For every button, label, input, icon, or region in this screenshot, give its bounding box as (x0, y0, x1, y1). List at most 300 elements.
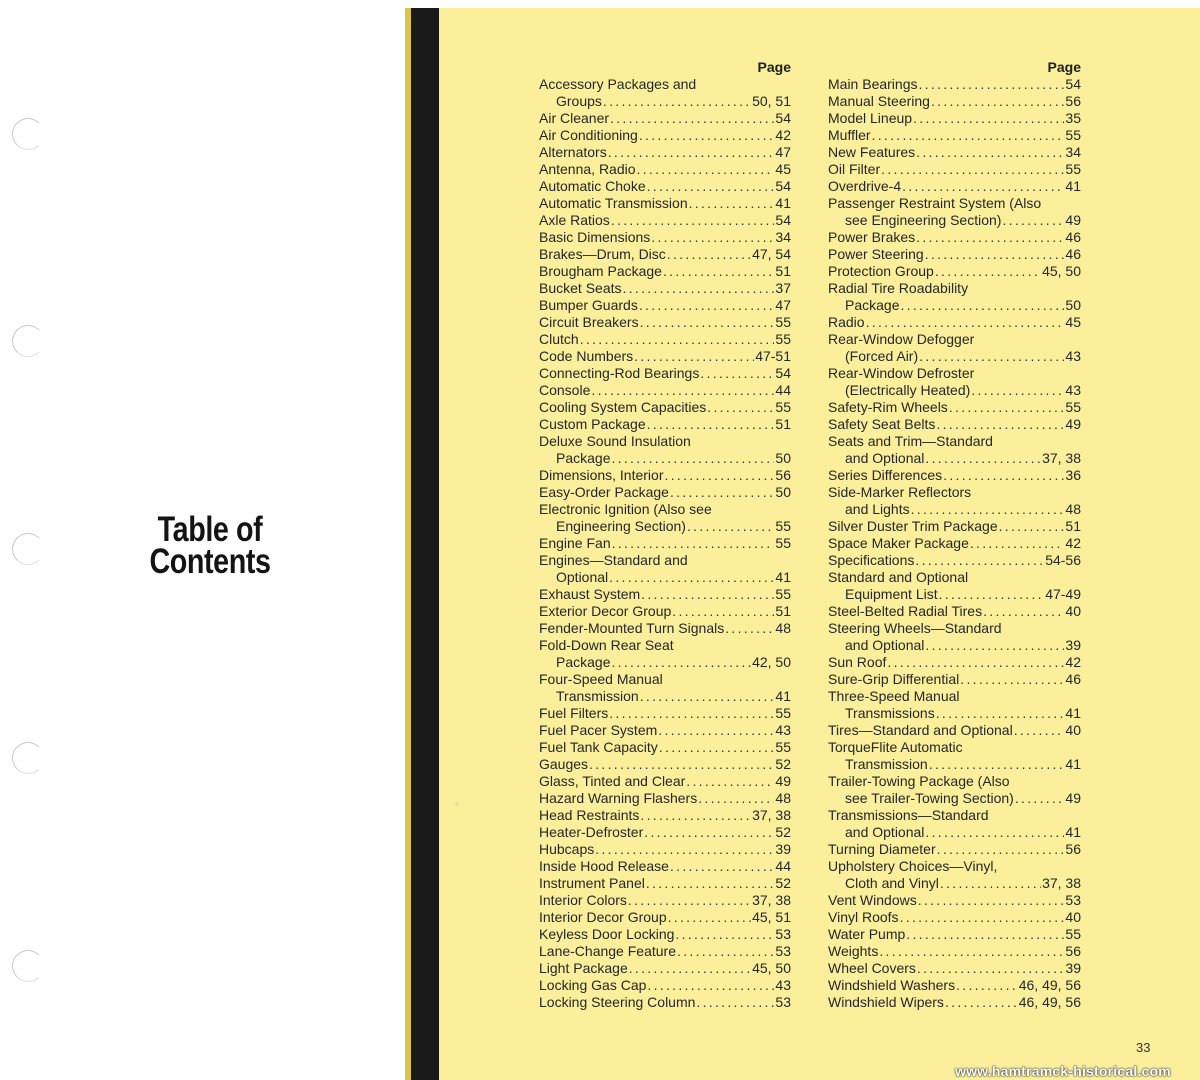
dot-leader (628, 892, 751, 909)
section-title-line: Contents (149, 542, 271, 581)
index-entry (828, 620, 1081, 654)
entry-topic: Sun Roof (828, 654, 887, 670)
entry-topic: Accessory Packages and (539, 76, 697, 92)
index-entry (828, 688, 1081, 722)
entry-topic: Groups (556, 93, 602, 109)
entry-topic: Power Brakes (828, 229, 916, 245)
entry-topic: Transmissions (845, 705, 935, 721)
index-entry-line (539, 790, 791, 807)
entry-topic: Basic Dimensions (539, 229, 651, 245)
entry-topic: Brougham Package (539, 263, 662, 279)
dot-leader (943, 467, 1064, 484)
index-entry (539, 739, 791, 756)
entry-page-ref: 55 (775, 518, 791, 534)
dot-leader (670, 858, 774, 875)
entry-topic: Automatic Transmission (539, 195, 688, 211)
entry-topic: Transmission (556, 688, 639, 704)
column-header: Page (757, 59, 791, 75)
entry-page-ref: 49 (1065, 416, 1081, 432)
index-entry-line (828, 195, 1081, 212)
index-entry-line (539, 535, 791, 552)
entry-page-ref: 34 (1065, 144, 1081, 160)
index-entry-line (539, 467, 791, 484)
index-entry (539, 722, 791, 739)
index-entry (539, 824, 791, 841)
entry-topic: Heater-Defroster (539, 824, 644, 840)
index-entry (539, 858, 791, 875)
entry-page-ref: 50 (775, 450, 791, 466)
entry-topic: Dimensions, Interior (539, 467, 664, 483)
entry-topic: Fender-Mounted Turn Signals (539, 620, 725, 636)
binder-hole (12, 742, 44, 774)
entry-topic: Sure-Grip Differential (828, 671, 960, 687)
index-entry (539, 127, 791, 144)
entry-page-ref: 56 (775, 467, 791, 483)
entry-topic: Brakes—Drum, Disc (539, 246, 666, 262)
index-entry-line (539, 348, 791, 365)
entry-page-ref: 42 (1065, 654, 1081, 670)
entry-page-ref: 45, 51 (752, 909, 791, 925)
index-entry (539, 603, 791, 620)
entry-page-ref: 52 (775, 756, 791, 772)
dot-leader (925, 450, 1041, 467)
index-entry-line (539, 858, 791, 875)
entry-topic: Lane-Change Feature (539, 943, 676, 959)
entry-topic: and Optional (845, 450, 925, 466)
index-entry-line (828, 841, 1081, 858)
index-entry (539, 926, 791, 943)
index-entry-line (828, 722, 1081, 739)
entry-topic: (Forced Air) (845, 348, 919, 364)
entry-page-ref: 41 (1065, 178, 1081, 194)
index-entry-line (539, 518, 791, 535)
dot-leader (659, 739, 775, 756)
index-entry-line (828, 756, 1081, 773)
index-entry-line (828, 603, 1081, 620)
dot-leader (610, 110, 774, 127)
index-entry-line (828, 450, 1081, 467)
entry-topic: Fuel Filters (539, 705, 609, 721)
entry-topic: Fuel Tank Capacity (539, 739, 658, 755)
entry-page-ref: 34 (775, 229, 791, 245)
dot-leader (970, 535, 1065, 552)
entry-topic: Axle Ratios (539, 212, 610, 228)
index-entry-line (828, 484, 1081, 501)
dot-leader (931, 93, 1064, 110)
index-entry (828, 977, 1081, 994)
entry-page-ref: 49 (1065, 212, 1081, 228)
entry-topic: Automatic Choke (539, 178, 646, 194)
entry-topic: Console (539, 382, 591, 398)
dot-leader (689, 195, 775, 212)
entry-page-ref: 55 (1065, 926, 1081, 942)
entry-page-ref: 35 (1065, 110, 1081, 126)
dot-leader (939, 586, 1045, 603)
entry-page-ref: 41 (1065, 756, 1081, 772)
index-entry (539, 144, 791, 161)
dot-leader (640, 314, 775, 331)
dot-leader (589, 756, 774, 773)
index-entry (539, 297, 791, 314)
index-entry-line (828, 518, 1081, 535)
index-entry (828, 263, 1081, 280)
index-entry-line (539, 773, 791, 790)
paper-speck (455, 802, 459, 806)
index-entry-line (539, 688, 791, 705)
entry-page-ref: 37, 38 (1042, 875, 1081, 891)
index-entry (828, 93, 1081, 110)
entry-topic: Package (556, 654, 611, 670)
entry-topic: Glass, Tinted and Clear (539, 773, 686, 789)
dot-leader (935, 263, 1041, 280)
index-entry (539, 841, 791, 858)
dot-leader (672, 603, 774, 620)
entry-topic: Code Numbers (539, 348, 634, 364)
index-entry-line (828, 586, 1081, 603)
index-entry-line (539, 892, 791, 909)
entry-topic: Engineering Section) (556, 518, 686, 534)
dot-leader (999, 518, 1065, 535)
index-entry (828, 280, 1081, 314)
index-entry (539, 807, 791, 824)
entry-page-ref: 55 (775, 399, 791, 415)
index-column-right (828, 58, 1081, 1011)
dot-leader (639, 127, 775, 144)
index-entry-line (828, 943, 1081, 960)
entry-topic: Series Differences (828, 467, 943, 483)
index-entry-line (539, 586, 791, 603)
dot-leader (937, 841, 1065, 858)
index-entry-line (539, 331, 791, 348)
dot-leader (1014, 722, 1065, 739)
index-entry-line (539, 620, 791, 637)
index-entry-line (828, 637, 1081, 654)
entry-topic: Transmissions—Standard (828, 807, 989, 823)
entry-page-ref: 51 (775, 263, 791, 279)
index-entry (828, 433, 1081, 467)
section-title (135, 510, 286, 581)
index-entry-line (828, 178, 1081, 195)
entry-topic: Standard and Optional (828, 569, 969, 585)
entry-topic: Side-Marker Reflectors (828, 484, 972, 500)
index-entry (539, 790, 791, 807)
index-entry (539, 994, 791, 1011)
entry-page-ref: 48 (775, 620, 791, 636)
index-entry-line (539, 450, 791, 467)
dot-leader (640, 688, 775, 705)
dot-leader (916, 144, 1064, 161)
index-entry-line (828, 297, 1081, 314)
entry-page-ref: 42, 50 (752, 654, 791, 670)
entry-page-ref: 56 (1065, 943, 1081, 959)
dot-leader (940, 875, 1041, 892)
index-entry-line (539, 654, 791, 671)
entry-topic: Bumper Guards (539, 297, 638, 313)
index-entry-line (828, 280, 1081, 297)
index-entry-line (828, 501, 1081, 518)
index-entry-line (539, 603, 791, 620)
entry-topic: Package (845, 297, 900, 313)
dot-leader (677, 943, 774, 960)
dot-leader (611, 450, 774, 467)
index-entry (539, 76, 791, 110)
entry-topic: Alternators (539, 144, 607, 160)
entry-page-ref: 51 (1065, 518, 1081, 534)
entry-page-ref: 48 (775, 790, 791, 806)
entry-page-ref: 55 (1065, 399, 1081, 415)
dot-leader (647, 416, 775, 433)
entry-topic: Cloth and Vinyl (845, 875, 939, 891)
dot-leader (960, 671, 1064, 688)
index-entry-line (828, 348, 1081, 365)
index-entry-line (539, 110, 791, 127)
entry-topic: and Optional (845, 824, 925, 840)
dot-leader (879, 943, 1064, 960)
index-entry (539, 875, 791, 892)
entry-topic: Fold-Down Rear Seat (539, 637, 674, 653)
entry-page-ref: 55 (775, 331, 791, 347)
entry-page-ref: 51 (775, 603, 791, 619)
dot-leader (580, 331, 775, 348)
index-entry (828, 76, 1081, 93)
index-entry-line (828, 960, 1081, 977)
entry-page-ref: 56 (1065, 93, 1081, 109)
entry-topic: Power Steering (828, 246, 924, 262)
index-entry (539, 467, 791, 484)
index-entry (828, 416, 1081, 433)
index-entry-line (539, 807, 791, 824)
entry-list (828, 76, 1081, 1011)
entry-topic: Passenger Restraint System (Also (828, 195, 1042, 211)
entry-topic: Overdrive-4 (828, 178, 902, 194)
dot-leader (1015, 790, 1065, 807)
dot-leader (647, 977, 774, 994)
index-entry-line (828, 807, 1081, 824)
entry-topic: and Lights (845, 501, 910, 517)
entry-page-ref: 47 (775, 297, 791, 313)
index-entry (828, 739, 1081, 773)
entry-page-ref: 51 (775, 416, 791, 432)
index-entry (828, 807, 1081, 841)
index-entry (539, 620, 791, 637)
dot-leader (665, 467, 775, 484)
index-entry-line (828, 994, 1081, 1011)
index-entry (539, 161, 791, 178)
entry-topic: Light Package (539, 960, 628, 976)
index-entry-line (539, 127, 791, 144)
index-entry-line (539, 977, 791, 994)
index-entry-line (828, 76, 1081, 93)
entry-topic: Hazard Warning Flashers (539, 790, 698, 806)
entry-topic: Transmission (845, 756, 928, 772)
index-entry (539, 943, 791, 960)
entry-topic: Steering Wheels—Standard (828, 620, 1002, 636)
entry-page-ref: 43 (775, 722, 791, 738)
index-entry-line (828, 110, 1081, 127)
entry-page-ref: 50 (1065, 297, 1081, 313)
entry-topic: Rear-Window Defroster (828, 365, 975, 381)
dot-leader (906, 926, 1064, 943)
dot-leader (611, 212, 775, 229)
index-entry-line (828, 263, 1081, 280)
index-entry-line (539, 501, 791, 518)
entry-page-ref: 54 (775, 365, 791, 381)
entry-topic: (Electrically Heated) (845, 382, 971, 398)
entry-page-ref: 39 (1065, 637, 1081, 653)
index-entry-line (539, 399, 791, 416)
entry-page-ref: 55 (1065, 161, 1081, 177)
index-entry (828, 484, 1081, 518)
dot-leader (640, 807, 751, 824)
index-entry-line (539, 280, 791, 297)
entry-topic: Locking Gas Cap (539, 977, 647, 993)
index-entry-line (539, 76, 791, 93)
index-entry-line (539, 297, 791, 314)
dot-leader (949, 399, 1065, 416)
index-entry-line (539, 943, 791, 960)
entry-topic: Trailer-Towing Package (Also (828, 773, 1010, 789)
index-entry (539, 110, 791, 127)
dot-leader (646, 875, 775, 892)
index-entry-line (539, 824, 791, 841)
dot-leader (609, 569, 774, 586)
index-entry (828, 858, 1081, 892)
entry-page-ref: 43 (1065, 348, 1081, 364)
entry-page-ref: 53 (775, 994, 791, 1010)
index-entry-line (539, 365, 791, 382)
entry-topic: Windshield Washers (828, 977, 956, 993)
entry-topic: Inside Hood Release (539, 858, 669, 874)
index-entry (539, 399, 791, 416)
index-entry (828, 161, 1081, 178)
entry-page-ref: 50, 51 (752, 93, 791, 109)
entry-topic: Easy-Order Package (539, 484, 669, 500)
dot-leader (670, 484, 774, 501)
entry-page-ref: 46, 49, 56 (1018, 977, 1081, 993)
entry-topic: Vent Windows (828, 892, 917, 908)
entry-page-ref: 47, 54 (752, 246, 791, 262)
index-entry (539, 501, 791, 535)
index-entry (828, 365, 1081, 399)
dot-leader (639, 297, 775, 314)
index-entry-line (539, 178, 791, 195)
entry-topic: Clutch (539, 331, 579, 347)
entry-topic: Tires—Standard and Optional (828, 722, 1013, 738)
entry-topic: Bucket Seats (539, 280, 622, 296)
source-credit: www.hamtramck-historical.com (955, 1063, 1171, 1079)
entry-page-ref: 46 (1065, 246, 1081, 262)
index-entry-line (828, 620, 1081, 637)
index-entry-line (828, 229, 1081, 246)
entry-page-ref: 47-51 (755, 348, 791, 364)
binding-bar (411, 8, 439, 1080)
entry-topic: Weights (828, 943, 879, 959)
index-entry (828, 467, 1081, 484)
dot-leader (925, 824, 1064, 841)
index-entry-line (539, 484, 791, 501)
dot-leader (603, 93, 751, 110)
entry-page-ref: 45, 50 (1042, 263, 1081, 279)
index-entry-line (828, 773, 1081, 790)
dot-leader (872, 127, 1065, 144)
index-entry-line (539, 705, 791, 722)
index-entry-line (828, 705, 1081, 722)
index-entry-line (539, 161, 791, 178)
entry-topic: Air Cleaner (539, 110, 610, 126)
index-entry-line (828, 569, 1081, 586)
dot-leader (956, 977, 1018, 994)
index-entry-line (539, 433, 791, 450)
dot-leader (641, 586, 774, 603)
index-entry (539, 909, 791, 926)
index-entry (828, 127, 1081, 144)
dot-leader (916, 229, 1064, 246)
entry-page-ref: 54-56 (1045, 552, 1081, 568)
index-entry (539, 484, 791, 501)
index-entry-line (828, 790, 1081, 807)
entry-topic: Rear-Window Defogger (828, 331, 975, 347)
entry-topic: Protection Group (828, 263, 934, 279)
entry-page-ref: 46, 49, 56 (1018, 994, 1081, 1010)
index-entry (539, 756, 791, 773)
entry-page-ref: 45, 50 (752, 960, 791, 976)
dot-leader (667, 246, 751, 263)
index-entry-line (539, 841, 791, 858)
entry-topic: Instrument Panel (539, 875, 645, 891)
entry-page-ref: 54 (775, 212, 791, 228)
dot-leader (629, 960, 751, 977)
dot-leader (900, 297, 1064, 314)
entry-topic: Muffler (828, 127, 871, 143)
index-entry (828, 535, 1081, 552)
entry-page-ref: 53 (775, 926, 791, 942)
dot-leader (925, 246, 1065, 263)
index-entry-line (828, 161, 1081, 178)
entry-page-ref: 56 (1065, 841, 1081, 857)
index-entry-line (539, 93, 791, 110)
index-entry-line (828, 382, 1081, 399)
index-entry (828, 552, 1081, 569)
entry-page-ref: 42 (775, 127, 791, 143)
index-entry-line (828, 416, 1081, 433)
index-entry (539, 705, 791, 722)
dot-leader (983, 603, 1064, 620)
index-entry-line (539, 212, 791, 229)
index-entry (828, 229, 1081, 246)
index-entry-line (828, 909, 1081, 926)
entry-topic: Safety-Rim Wheels (828, 399, 948, 415)
entry-page-ref: 40 (1065, 603, 1081, 619)
index-entry-line (828, 314, 1081, 331)
entry-page-ref: 48 (1065, 501, 1081, 517)
index-entry-line (539, 926, 791, 943)
entry-topic: Space Maker Package (828, 535, 969, 551)
entry-page-ref: 55 (775, 705, 791, 721)
index-entry (539, 178, 791, 195)
dot-leader (919, 348, 1064, 365)
entry-page-ref: 46 (1065, 229, 1081, 245)
index-entry (539, 535, 791, 552)
entry-page-ref: 37, 38 (752, 807, 791, 823)
dot-leader (668, 909, 751, 926)
index-entry (828, 909, 1081, 926)
index-entry (539, 773, 791, 790)
index-entry-line (828, 144, 1081, 161)
index-entry (828, 671, 1081, 688)
dot-leader (608, 144, 775, 161)
entry-page-ref: 41 (1065, 824, 1081, 840)
entry-topic: Four-Speed Manual (539, 671, 663, 687)
